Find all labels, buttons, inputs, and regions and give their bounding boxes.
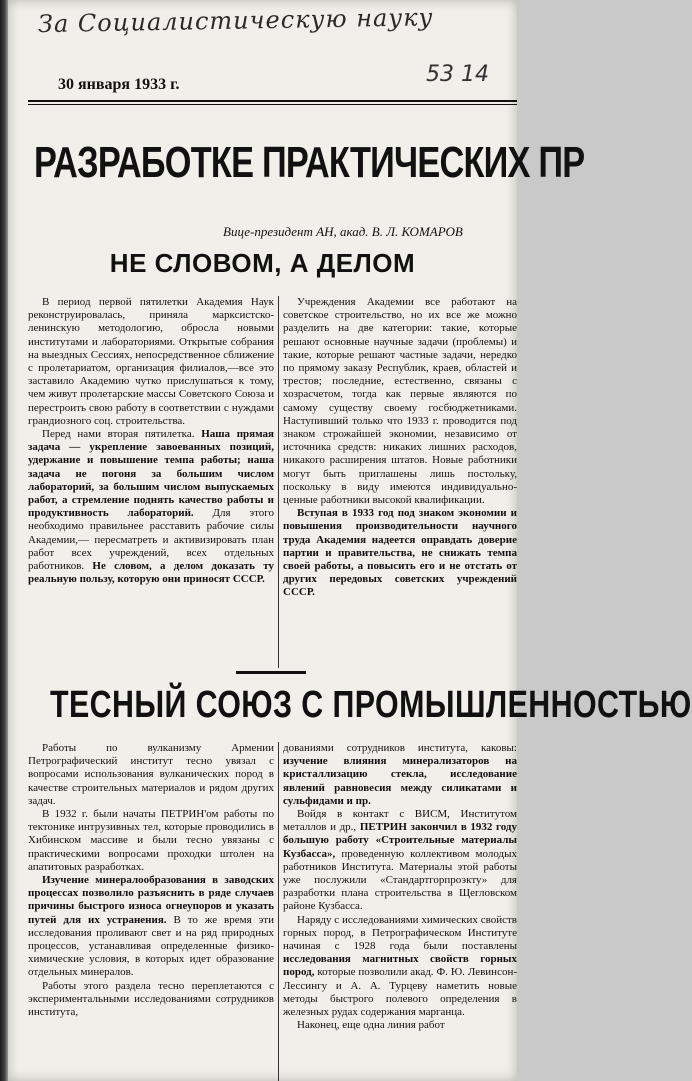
article-byline: Вице-президент АН, акад. В. Л. КОМАРОВ xyxy=(223,224,463,239)
paragraph: Изучение минералообразования в заводских процессах позволило разъяснить в ряде случаев причины быстрого износа огнеупоров и указать путей для их устранения. В то же время эти исследования проливают свет и на ряд природных процессов, устанавливая определенные физико-химические условия, в которых идет образование отдельных минералов. xyxy=(28,874,274,979)
paragraph: В период первой пятилетки Академия Наук реконструировалась, приняла марксистско-ленинскую методологию, обросла новыми институтами и лабораториями. Открытые собрания на выездных Сессиях, непосредственное сближение с пролетариатом, организация филиалов,—все это заставило Академию чутко прислушаться к тому, чем живут пролетарские массы Советского Союза и перестроить свою работу в соответствии с нуждами грандиозного соц. строительства. xyxy=(28,296,274,427)
column-divider xyxy=(278,296,279,668)
header-rule-thin xyxy=(28,104,517,105)
section-divider xyxy=(236,671,306,674)
header-rule xyxy=(28,100,517,102)
paragraph: дованиями сотрудников института, каковы: изучение влияния минерализаторов на кристаллизацию стекла, исследование явлений равновесия между силикатами и сульфидами и пр. xyxy=(283,742,517,807)
article2-headline: ТЕСНЫЙ СОЮЗ С ПРОМЫШЛЕННОСТЬЮ xyxy=(50,684,692,726)
paragraph: Войдя в контакт с ВИСМ, Институтом металлов и др., ПЕТРИН закончил в 1932 году большую работу «Строительные материалы Кузбасса», проведенную коллективом молодых работников Института. Материалы этой работы уже послужили «Стандартгорпроэкту» для разработки плана строительства в Щегловском районе Кузбасса. xyxy=(283,808,518,913)
column-divider xyxy=(278,742,279,1081)
handwritten-note: За Социалистическую науку xyxy=(37,3,434,39)
article-headline: НЕ СЛОВОМ, А ДЕЛОМ xyxy=(109,248,416,278)
banner-headline: РАЗРАБОТКЕ ПРАКТИЧЕСКИХ ПР xyxy=(34,138,585,187)
paragraph: Работы этого раздела тесно переплетаются с экспериментальными исследованиями сотрудников института, xyxy=(28,979,274,1019)
folio-number: 53 14 xyxy=(426,62,489,87)
paragraph: В 1932 г. были начаты ПЕТРИН'ом работы по тектонике интрузивных тел, которые проводились в Хибинском массиве и были тесно увязаны с практическими вопросами проходки штолен на апатитовых разработках. xyxy=(28,808,274,873)
paragraph: Наконец, еще одна линия работ xyxy=(297,1019,445,1032)
article1-column-2 xyxy=(283,296,517,670)
article2-column-2 xyxy=(283,742,517,1081)
article1-column-1 xyxy=(28,296,274,670)
paragraph: Перед нами вторая пятилетка. Наша прямая задача — укрепление завоеванных позиций, удержание и повышение темпа работы; наша задача не погоня за большим числом лабораторий, за большим числом выпускаемых работ, а стремление поднять качество работы и продуктивность лабораторий. Для этого необходимо правильнее расставить рабочие силы Академии,— пересматреть и активизировать план работ всех учреждений, всех отдельных работников. Не словом, а делом доказать ту реальную пользу, которую они приносят СССР. xyxy=(28,428,274,586)
paragraph: Наряду с исследованиями химических свойств горных пород, в Петрографическом Институте начиная с 1928 года были поставлены исследования магнитных свойств горных пород, которые позволили акад. Ф. Ю. Левинсон-Лессингу и А. А. Турцеву наметить новые методы быстрого полевого определения в железных рудах содержания марганца. xyxy=(283,913,517,1019)
article2-column-1 xyxy=(28,742,274,1081)
paragraph: Работы по вулканизму Армении Петрографический институт тесно увязал с вопросами использования вулканических пород в качестве строительных материалов и рядом других задач. xyxy=(28,742,274,807)
issue-date: 30 января 1933 г. xyxy=(58,76,180,93)
paragraph: Учреждения Академии все работают на советское строительство, но их все же можно разделить на две категории: такие, которые решают основные научные задачи (проблемы) и такие, которые решают частные задачи, нередко по прямому заказу Республик, краев, областей и трестов; последние, естественно, связаны с хозрасчетом, тогда как первые являются по самому существу своему госбюджетниками. Наступивший только что 1933 г. проводится под знаком строжайшей экономии, независимо от источника средств: никаких лишних расходов, никакого расширения штатов. Новые работники могут быть приглашены лишь постольку, поскольку в виду имеются индивидуально-ценные работники высокой квалификации. xyxy=(283,296,517,507)
binding-edge xyxy=(0,0,8,1081)
newspaper-page xyxy=(8,0,692,1081)
paragraph: Вступая в 1933 год под знаком экономии и повышения производительности научного труда Академия надеется оправдать доверие партии и правительства, не снижать темпа своей работы, а повысить его и не отстать от других передовых советских учреждений СССР. xyxy=(283,507,517,599)
